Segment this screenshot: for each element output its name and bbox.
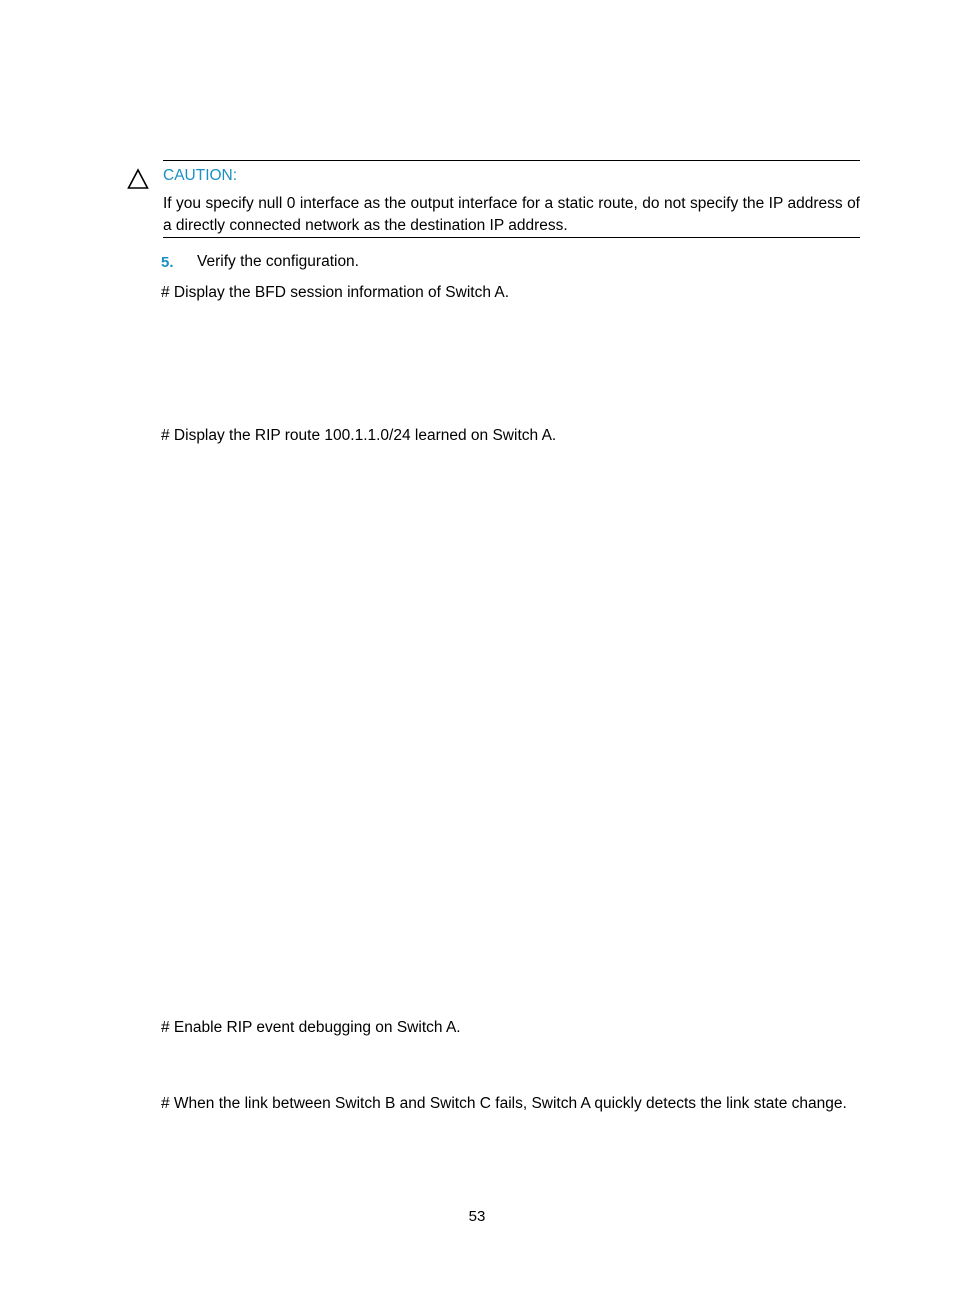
paragraph-rip-route: # Display the RIP route 100.1.1.0/24 learned on Switch A. (161, 427, 557, 444)
paragraph-link-fail: # When the link between Switch B and Switch C fails, Switch A quickly detects the link state change. (161, 1095, 847, 1112)
paragraph-bfd-session: # Display the BFD session information of Switch A. (161, 284, 510, 301)
step-text: Verify the configuration. (197, 253, 359, 270)
caution-text: If you specify null 0 interface as the output interface for a static route, do not specify the IP address of a directly connected network as the destination IP address. (163, 195, 860, 234)
caution-title: CAUTION: (163, 167, 238, 184)
warning-triangle-icon (127, 168, 149, 190)
paragraph-rip-debugging: # Enable RIP event debugging on Switch A. (161, 1019, 461, 1036)
step-number: 5. (161, 254, 174, 271)
page-number: 53 (468, 1208, 486, 1225)
